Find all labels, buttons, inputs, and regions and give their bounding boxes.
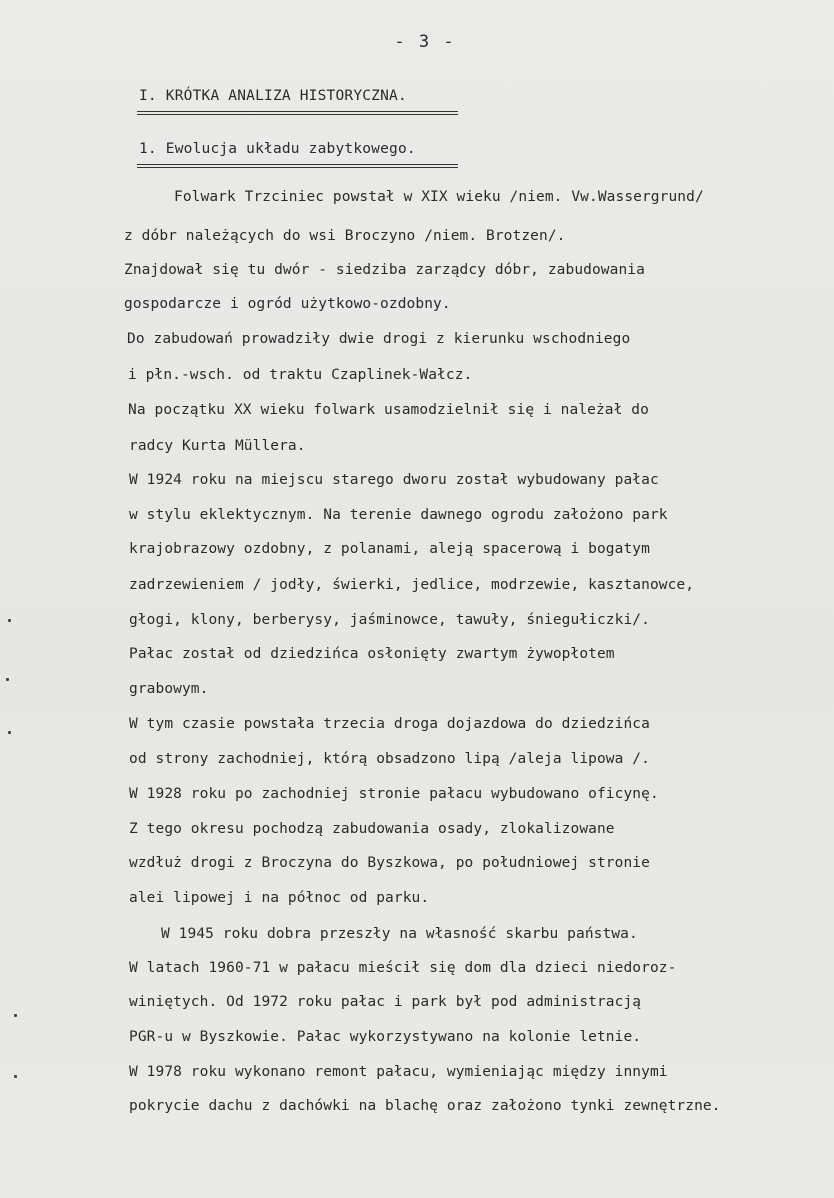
margin-mark <box>8 731 11 734</box>
section-heading-underline <box>137 164 458 165</box>
text-line: Folwark Trzciniec powstał w XIX wieku /niem. Vw.Wassergrund/ <box>174 189 704 205</box>
text-line: alei lipowej i na północ od parku. <box>129 890 430 906</box>
page-number: - 3 - <box>394 32 456 52</box>
text-line: W 1978 roku wykonano remont pałacu, wymieniając między innymi <box>129 1064 668 1080</box>
text-line: winiętych. Od 1972 roku pałac i park był pod administracją <box>129 994 642 1010</box>
text-line: z dóbr należących do wsi Broczyno /niem. Brotzen/. <box>124 228 566 244</box>
text-line: w stylu eklektycznym. Na terenie dawnego ogrodu założono park <box>129 507 668 523</box>
text-line: pokrycie dachu z dachówki na blachę oraz założono tynki zewnętrzne. <box>129 1098 721 1114</box>
section-heading-underline-second <box>137 167 458 168</box>
text-line: gospodarcze i ogród użytkowo-ozdobny. <box>124 296 451 312</box>
text-line: głogi, klony, berberysy, jaśminowce, tawuły, śniegułiczki/. <box>129 612 650 628</box>
text-line: PGR-u w Byszkowie. Pałac wykorzystywano na kolonie letnie. <box>129 1029 642 1045</box>
chapter-heading: I. KRÓTKA ANALIZA HISTORYCZNA. <box>139 88 407 104</box>
margin-mark <box>6 678 9 681</box>
text-line: wzdłuż drogi z Broczyna do Byszkowa, po południowej stronie <box>129 855 650 871</box>
chapter-heading-underline <box>137 111 458 112</box>
margin-mark <box>14 1014 17 1017</box>
text-line: zadrzewieniem / jodły, świerki, jedlice, modrzewie, kasztanowce, <box>129 577 695 593</box>
text-line: od strony zachodniej, którą obsadzono lipą /aleja lipowa /. <box>129 751 650 767</box>
text-line: W 1924 roku na miejscu starego dworu został wybudowany pałac <box>129 472 659 488</box>
text-line: W latach 1960-71 w pałacu mieścił się dom dla dzieci niedoroz- <box>129 960 677 976</box>
margin-mark <box>14 1075 17 1078</box>
text-line: Pałac został od dziedzińca osłonięty zwartym żywopłotem <box>129 646 615 662</box>
section-heading: 1. Ewolucja układu zabytkowego. <box>139 141 416 157</box>
text-line: W 1945 roku dobra przeszły na własność skarbu państwa. <box>161 926 638 942</box>
text-line: Na początku XX wieku folwark usamodzielnił się i należał do <box>128 402 649 418</box>
text-line: i płn.-wsch. od traktu Czaplinek-Wałcz. <box>128 367 473 383</box>
text-line: Do zabudowań prowadziły dwie drogi z kierunku wschodniego <box>127 331 631 347</box>
text-line: radcy Kurta Müllera. <box>129 438 306 454</box>
text-line: Znajdował się tu dwór - siedziba zarządcy dóbr, zabudowania <box>124 262 645 278</box>
chapter-heading-underline-second <box>137 114 458 115</box>
text-line: W tym czasie powstała trzecia droga dojazdowa do dziedzińca <box>129 716 650 732</box>
margin-mark <box>8 619 11 622</box>
text-line: krajobrazowy ozdobny, z polanami, aleją spacerową i bogatym <box>129 541 650 557</box>
text-line: W 1928 roku po zachodniej stronie pałacu wybudowano oficynę. <box>129 786 659 802</box>
text-line: grabowym. <box>129 681 209 697</box>
text-line: Z tego okresu pochodzą zabudowania osady, zlokalizowane <box>129 821 615 837</box>
